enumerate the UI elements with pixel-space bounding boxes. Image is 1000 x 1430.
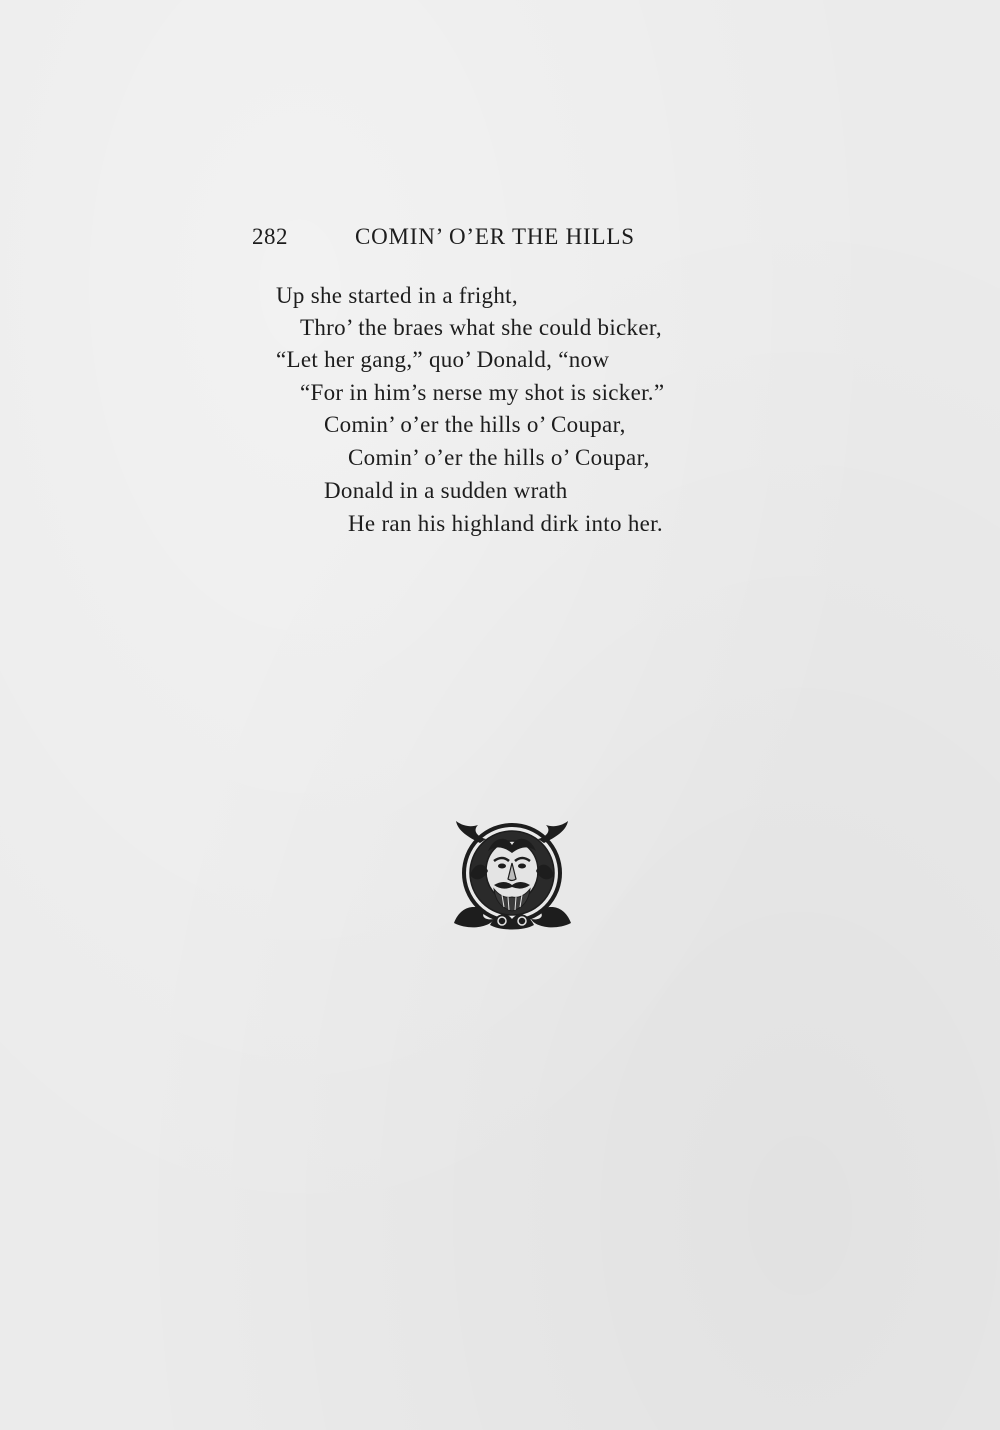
green-man-face-ornament-icon bbox=[450, 815, 575, 933]
poem-line: Up she started in a fright, bbox=[276, 283, 518, 308]
page-number: 282 bbox=[252, 224, 288, 249]
poem-line: Thro’ the braes what she could bicker, bbox=[300, 315, 662, 340]
poem-line: “Let her gang,” quo’ Donald, “now bbox=[276, 347, 610, 372]
poem-line: Donald in a sudden wrath bbox=[324, 478, 568, 503]
running-head bbox=[252, 224, 692, 254]
poem-line: Comin’ o’er the hills o’ Coupar, bbox=[324, 412, 626, 437]
poem-line: He ran his highland dirk into her. bbox=[348, 511, 663, 536]
running-title: COMIN’ O’ER THE HILLS bbox=[355, 224, 635, 249]
poem-line: “For in him’s nerse my shot is sicker.” bbox=[300, 380, 665, 405]
poem-line: Comin’ o’er the hills o’ Coupar, bbox=[348, 445, 650, 470]
